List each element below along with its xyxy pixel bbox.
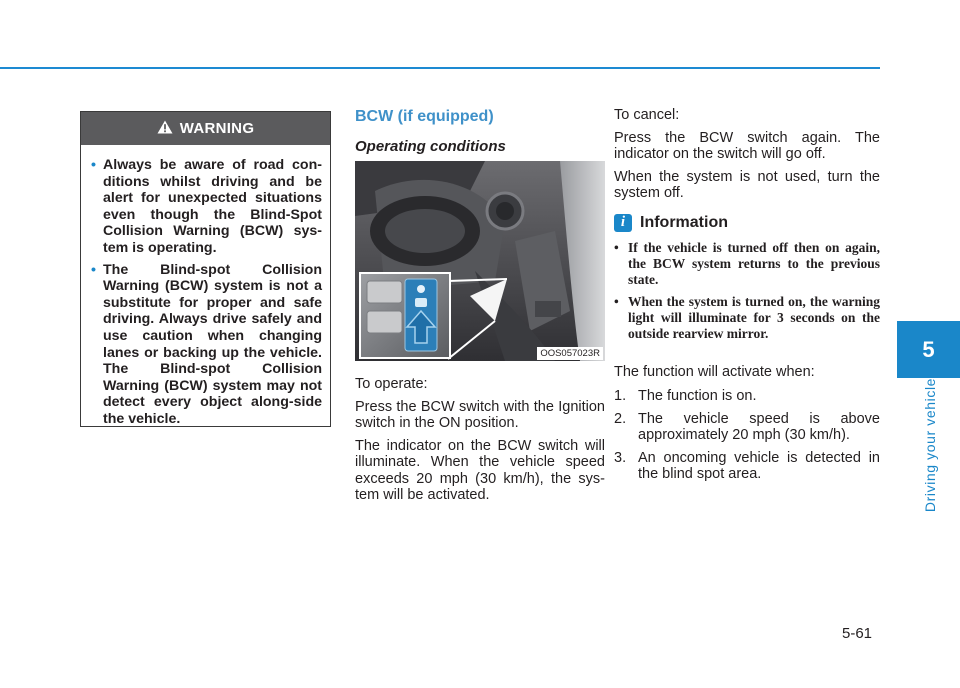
operate-text-2: The indicator on the BCW switch will illuminate. When the vehicle speed exceeds 20 mph (30 km/h), the sys-tem will be activated. [355, 437, 605, 503]
condition-text: The function is on. [638, 388, 757, 404]
image-code: OOS057023R [537, 347, 603, 360]
condition-text: The vehicle speed is above approximately 20 mph (30 km/h). [638, 410, 880, 443]
activation-conditions [614, 388, 880, 483]
cancel-text-2: When the system is not used, turn the system off. [614, 168, 880, 201]
activation-intro: The function will activate when: [614, 363, 815, 380]
information-header [614, 214, 880, 232]
warning-item [91, 261, 322, 428]
warning-item-text: The Blind-spot Collision Warning (BCW) system is not a substitute for proper and safe driving. Always drive safely and use caution when changing lanes or backing up the vehicle. The Blind-spot Collision Warning (BCW) system may not detect every object along-side the vehicle. [103, 261, 322, 427]
bullet-icon: • [91, 261, 96, 278]
page-number: 5-61 [842, 625, 873, 642]
information-title: Information [640, 213, 728, 231]
warning-box [80, 111, 331, 427]
warning-title: WARNING [179, 120, 255, 137]
information-item: • When the system is turned on, the warning light will illuminate for 3 seconds on the outside rearview mirror. [628, 294, 880, 342]
to-operate-label: To operate: [355, 376, 428, 392]
dashboard-illustration [355, 161, 605, 361]
warning-triangle-icon [157, 120, 173, 138]
chapter-number: 5 [922, 336, 935, 362]
condition-number: 1. [614, 388, 627, 404]
condition-number: 3. [614, 449, 627, 466]
condition-item [614, 388, 880, 405]
dashboard-photo [355, 161, 605, 361]
cancel-text-1: Press the BCW switch again. The indicator on the switch will go off. [614, 129, 880, 162]
condition-text: An oncoming vehicle is detected in the blind spot area. [638, 449, 880, 482]
bullet-icon: • [91, 157, 96, 173]
information-list [614, 240, 880, 342]
warning-item-text: Always be aware of road con-ditions whilst driving and be alert for unexpected situations even though the Blind-Spot Collision Warning (BCW) sys-tem is operating. [103, 157, 322, 256]
warning-item [91, 157, 322, 257]
operate-text-1: Press the BCW switch with the Ignition switch in the ON position. [355, 398, 605, 431]
header-rule [0, 67, 880, 69]
information-icon: i [614, 214, 632, 232]
warning-header [81, 112, 330, 145]
section-subtitle: Operating conditions [355, 138, 506, 155]
condition-item [614, 411, 880, 444]
chapter-tab [897, 321, 960, 378]
information-item: • If the vehicle is turned off then on again, the BCW system returns to the previous state. [628, 240, 880, 288]
right-column [614, 107, 880, 489]
chapter-title: Driving your vehicle [922, 377, 938, 513]
condition-number: 2. [614, 410, 627, 427]
middle-column [355, 108, 605, 504]
section-title: BCW (if equipped) [355, 108, 494, 125]
condition-item [614, 450, 880, 483]
to-cancel-label: To cancel: [614, 107, 680, 123]
warning-list [81, 145, 330, 428]
